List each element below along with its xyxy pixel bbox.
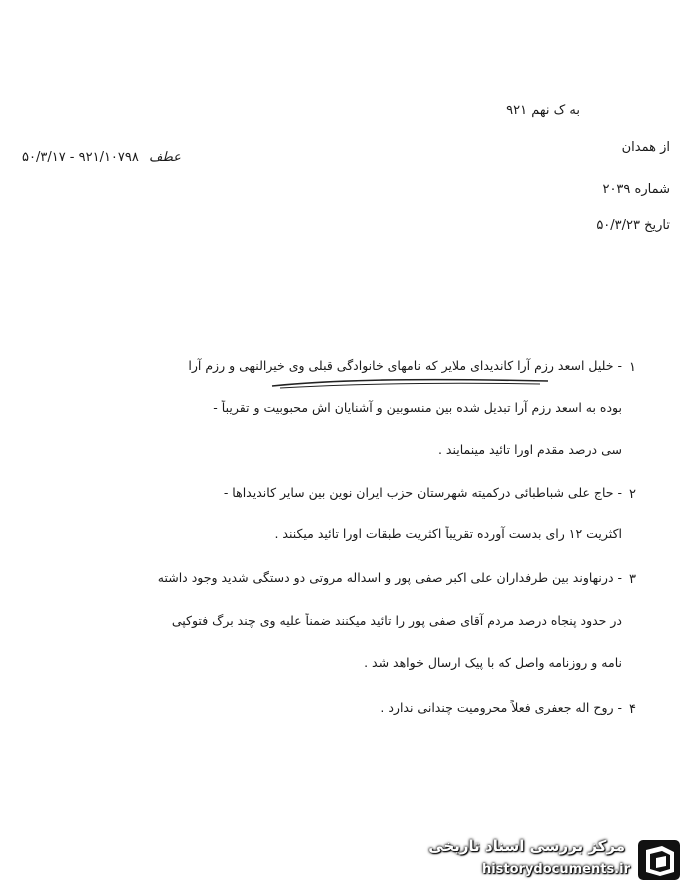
number-line: شماره ۲۰۳۹ [602, 182, 670, 197]
sender-line: از همدان [621, 140, 670, 155]
handwritten-underline [270, 376, 550, 390]
archive-name: مرکز بررسی اسناد تاریخی [428, 837, 625, 855]
archive-logo-icon [632, 832, 688, 888]
item-1-line-1: - خلیل اسعد رزم آرا کاندیدای ملایر که نامهای خانوادگی قبلی وی خیرالنهی و رزم آرا [188, 358, 622, 373]
date-line: تاریخ ۵۰/۳/۲۳ [596, 218, 670, 233]
item-3-line-2: در حدود پنجاه درصد مردم آقای صفی پور را تائید میکنند ضمناً علیه وی چند برگ فتوکپی [171, 613, 622, 628]
item-3-line-3: نامه و روزنامه واصل که با پیک ارسال خواهد شد . [364, 655, 622, 670]
reference-line [22, 150, 181, 165]
item-number: ۳ [629, 572, 636, 587]
archive-url: historydocuments.ir [481, 862, 630, 877]
item-number: ۴ [629, 702, 636, 717]
reference-value: ۵۰/۳/۱۷ - ۹۲۱/۱۰۷۹۸ [22, 150, 139, 165]
item-3-line-1: - درنهاوند بین طرفداران علی اکبر صفی پور و اسداله مروتی دو دستگی شدید وجود داشته [157, 570, 622, 585]
recipient-line: به ک نهم ۹۲۱ [506, 103, 580, 118]
item-1-line-3: سی درصد مقدم اورا تائید مینمایند . [437, 442, 622, 457]
item-1-line-2: بوده به اسعد رزم آرا تبدیل شده بین منسوبین و آشنایان اش محبوبیت و تقریباً - [213, 400, 622, 415]
item-number: ۲ [629, 487, 636, 502]
item-number: ۱ [629, 360, 636, 375]
item-2-line-2: اکثریت ۱۲ رای بدست آورده تقریباً اکثریت طبقات اورا تائید میکنند . [274, 526, 622, 541]
item-2-line-1: - حاج علی شباطبائی درکمیته شهرستان حزب ایران نوین بین سایر کاندیداها - [223, 485, 622, 500]
item-4-line-1: - روح اله جعفری فعلاً محرومیت چندانی ندارد . [380, 700, 622, 715]
reference-label: عطف [149, 150, 181, 165]
